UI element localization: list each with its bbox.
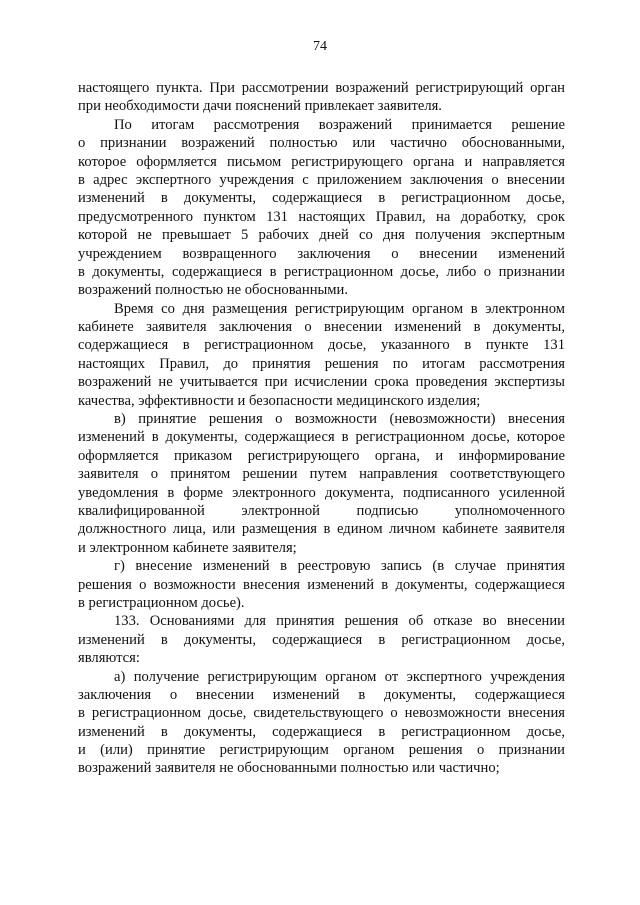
text-line: являются: (78, 650, 140, 667)
text-line: в регистрационном досье, свидетельствующего о невозможности внесения (78, 705, 565, 722)
page-number: 74 (313, 39, 327, 54)
text-line: предусмотренного пунктом 131 настоящих Правил, на доработку, срок (78, 208, 565, 225)
paragraph (78, 79, 565, 116)
text-line: изменений в документы, содержащиеся в регистрационном досье, (78, 631, 565, 648)
text-line: в адрес экспертного учреждения с приложением заключения о внесении (78, 171, 565, 188)
text-line: По итогам рассмотрения возражений принимается решение (114, 116, 565, 133)
text-line: настоящего пункта. При рассмотрении возражений регистрирующий орган (78, 80, 565, 96)
text-line: которой не превышает 5 рабочих дней со дня получения экспертным (78, 227, 565, 244)
paragraph (78, 410, 565, 557)
text-line: о признании возражений полностью или частично обоснованными, (78, 135, 565, 152)
text-line: изменений в документы, содержащиеся в регистрационном досье, (78, 723, 565, 740)
text-line: возражений полностью не обоснованными. (78, 282, 348, 299)
text-line: возражений заявителя не обоснованными полностью или частично; (78, 760, 500, 777)
text-line: учреждением возвращенного заключения о внесении изменений (78, 245, 565, 262)
text-line: 133. Основаниями для принятия решения об отказе во внесении (114, 613, 565, 630)
text-line: и электронном кабинете заявителя; (78, 539, 297, 556)
text-line: заключения о внесении изменений в документы, содержащиеся (78, 686, 565, 703)
text-line: должностного лица, или размещения в едином личном кабинете заявителя (78, 521, 565, 538)
text-line: изменений в документы, содержащиеся в регистрационном досье, которое (78, 429, 565, 446)
text-line: в документы, содержащиеся в регистрационном досье, либо о признании (78, 263, 565, 280)
paragraph (78, 668, 565, 778)
text-line: при необходимости дачи пояснений привлекает заявителя. (78, 98, 442, 115)
text-line: которое оформляется письмом регистрирующего органа и направляется (78, 153, 565, 170)
text-line: уведомления в форме электронного документа, подписанного усиленной (78, 484, 565, 501)
paragraph (78, 300, 565, 410)
document-body (78, 79, 565, 778)
text-line: г) внесение изменений в реестровую запись (в случае принятия (114, 558, 565, 575)
text-line: качества, эффективности и безопасности медицинского изделия; (78, 392, 481, 409)
text-line: изменений в документы, содержащиеся в регистрационном досье, (78, 190, 565, 207)
text-line: в) принятие решения о возможности (невозможности) внесения (114, 411, 565, 428)
text-line: возражений не учитывается при исчислении срока проведения экспертизы (78, 374, 565, 391)
text-line: настоящих Правил, до принятия решения по итогам рассмотрения (78, 355, 565, 372)
text-line: содержащиеся в регистрационном досье, указанного в пункте 131 (78, 337, 565, 354)
text-line: решения о возможности внесения изменений в документы, содержащиеся (78, 576, 565, 593)
text-line: Время со дня размещения регистрирующим органом в электронном (114, 300, 565, 317)
text-line: заявителя о принятом решении путем направления соответствующего (78, 466, 565, 483)
paragraph (78, 116, 565, 300)
text-line: квалифицированной электронной подписью уполномоченного (78, 502, 565, 519)
text-line: а) получение регистрирующим органом от экспертного учреждения (114, 668, 565, 685)
text-line: оформляется приказом регистрирующего органа, и информирование (78, 447, 565, 464)
paragraph (78, 612, 565, 667)
text-line: и (или) принятие регистрирующим органом решения о признании (78, 742, 565, 759)
text-line: в регистрационном досье). (78, 594, 245, 611)
text-line: кабинете заявителя заключения о внесении изменений в документы, (78, 319, 565, 336)
paragraph (78, 557, 565, 612)
